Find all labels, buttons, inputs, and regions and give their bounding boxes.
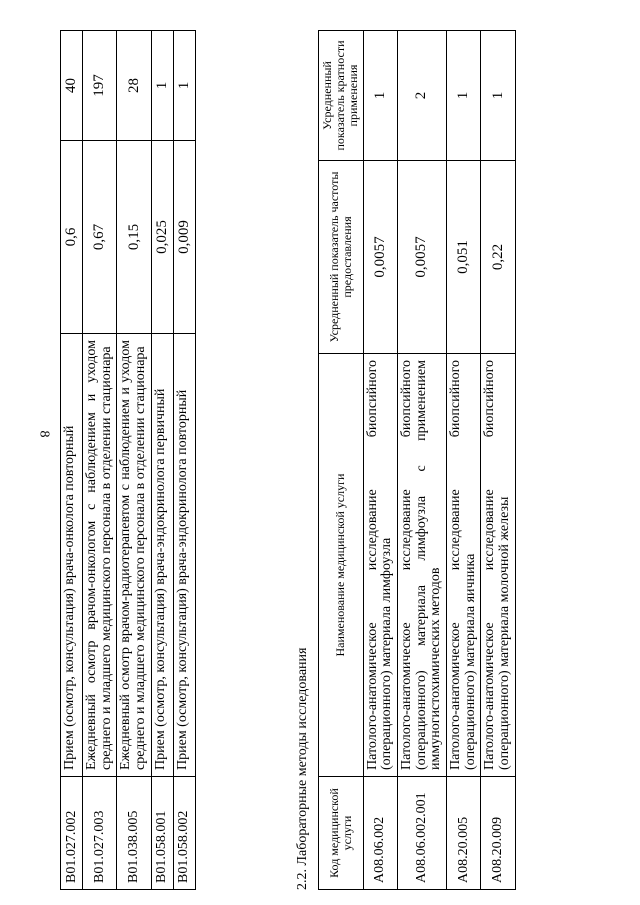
section-title: 2.2. Лабораторные методы исследования	[295, 647, 310, 890]
table-row	[481, 31, 515, 890]
service-code: B01.027.003	[83, 777, 117, 890]
page-number: 8	[36, 430, 52, 438]
frequency-value: 0,025	[151, 141, 173, 334]
service-name: Патолого-анатомическое исследование биопсийного (операционного) материала лимфоузла	[363, 354, 397, 777]
multiplicity-value: 28	[117, 31, 151, 141]
table-row	[397, 31, 446, 890]
table-row	[117, 31, 151, 890]
service-code: B01.027.002	[61, 777, 83, 890]
frequency-value: 0,67	[83, 141, 117, 334]
frequency-value: 0,15	[117, 141, 151, 334]
multiplicity-value: 1	[481, 31, 515, 161]
service-name: Патолого-анатомическое исследование биопсийного (операционного) материала молочной железы	[481, 354, 515, 777]
multiplicity-value: 1	[173, 31, 195, 141]
header-name: Наименование медицинской услуги	[319, 354, 364, 777]
services-table-continued	[60, 30, 196, 890]
header-frequency: Усредненный показатель частоты предоставления	[319, 161, 364, 354]
table-row	[447, 31, 481, 890]
frequency-value: 0,6	[61, 141, 83, 334]
header-multiplicity: Усредненный показатель кратности применения	[319, 31, 364, 161]
service-name: Патолого-анатомическое исследование биопсийного (операционного) материала лимфоузла с применением иммуногистохимических методов	[397, 354, 446, 777]
service-name: Ежедневный осмотр врачом-радиотерапевтом с наблюдением и уходом среднего и младшего медицинского персонала в отделении стационара	[117, 334, 151, 777]
multiplicity-value: 1	[363, 31, 397, 161]
multiplicity-value: 40	[61, 31, 83, 141]
table-row	[151, 31, 173, 890]
multiplicity-value: 197	[83, 31, 117, 141]
service-name: Прием (осмотр, консультация) врача-эндокринолога первичный	[151, 334, 173, 777]
service-code: A08.20.005	[447, 777, 481, 890]
service-name: Ежедневный осмотр врачом-онкологом с наблюдением и уходом среднего и младшего медицинского персонала в отделении стационара	[83, 334, 117, 777]
header-code: Код медицинской услуги	[319, 777, 364, 890]
multiplicity-value: 1	[447, 31, 481, 161]
rotated-document-content	[60, 30, 600, 890]
service-code: A08.06.002.001	[397, 777, 446, 890]
frequency-value: 0,009	[173, 141, 195, 334]
frequency-value: 0,22	[481, 161, 515, 354]
service-code: B01.038.005	[117, 777, 151, 890]
frequency-value: 0,051	[447, 161, 481, 354]
table-row	[173, 31, 195, 890]
table-row	[61, 31, 83, 890]
table-row	[83, 31, 117, 890]
table-row	[363, 31, 397, 890]
frequency-value: 0,0057	[363, 161, 397, 354]
service-code: A08.20.009	[481, 777, 515, 890]
service-name: Прием (осмотр, консультация) врача-онколога повторный	[61, 334, 83, 777]
service-code: A08.06.002	[363, 777, 397, 890]
service-code: B01.058.002	[173, 777, 195, 890]
service-code: B01.058.001	[151, 777, 173, 890]
multiplicity-value: 1	[151, 31, 173, 141]
lab-methods-table	[318, 30, 516, 890]
multiplicity-value: 2	[397, 31, 446, 161]
service-name: Прием (осмотр, консультация) врача-эндокринолога повторный	[173, 334, 195, 777]
table-header-row	[319, 31, 364, 890]
frequency-value: 0,0057	[397, 161, 446, 354]
service-name: Патолого-анатомическое исследование биопсийного (операционного) материала яичника	[447, 354, 481, 777]
